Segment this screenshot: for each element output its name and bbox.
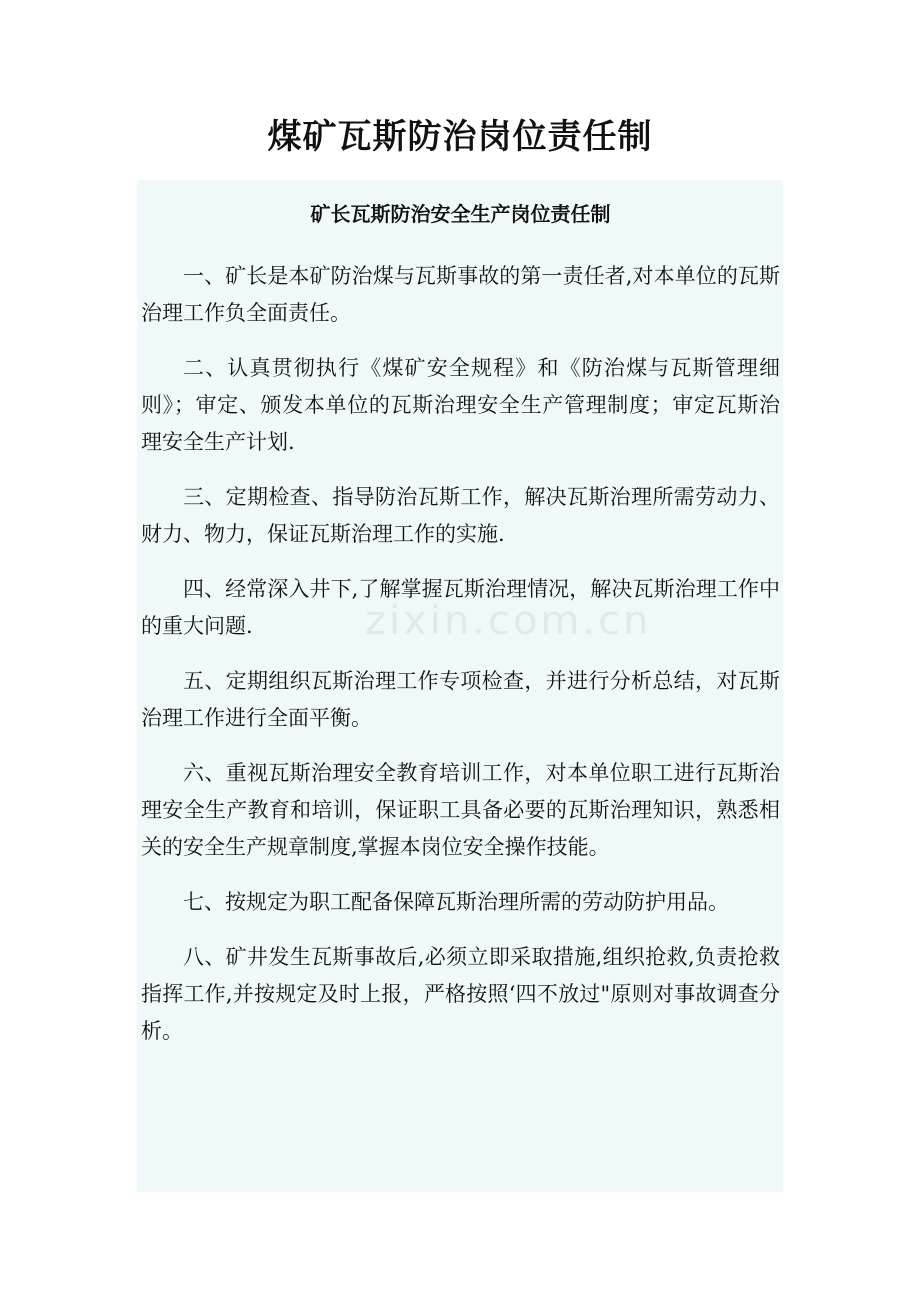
- paragraph-8: 八、矿井发生瓦斯事故后,必须立即采取措施,组织抢救,负责抢救指挥工作,并按规定及时上报，严格按照‘四不放过"原则对事故调查分析。: [141, 945, 780, 1043]
- paragraph-2: 二、认真贯彻执行《煤矿安全规程》和《防治煤与瓦斯管理细则》；审定、颁发本单位的瓦斯治理安全生产管理制度；审定瓦斯治理安全生产计划.: [141, 356, 780, 454]
- content-panel: [137, 180, 783, 1192]
- paragraph-list: [141, 258, 780, 1050]
- section-title: 矿长瓦斯防治安全生产岗位责任制: [310, 202, 611, 226]
- paragraph-7: 七、按规定为职工配备保障瓦斯治理所需的劳动防护用品。: [183, 890, 729, 914]
- paragraph-6: 六、重视瓦斯治理安全教育培训工作，对本单位职工进行瓦斯治理安全生产教育和培训，保证职工具备必要的瓦斯治理知识，熟悉相关的安全生产规章制度,掌握本岗位安全操作技能。: [141, 761, 780, 859]
- paragraph-3: 三、定期检查、指导防治瓦斯工作，解决瓦斯治理所需劳动力、财力、物力，保证瓦斯治理工作的实施.: [141, 485, 780, 546]
- paragraph-5: 五、定期组织瓦斯治理工作专项检查，并进行分析总结，对瓦斯治理工作进行全面平衡。: [141, 669, 780, 730]
- paragraph-4: 四、经常深入井下,了解掌握瓦斯治理情况，解决瓦斯治理工作中的重大问题.: [141, 577, 780, 638]
- document-title: 煤矿瓦斯防治岗位责任制: [267, 117, 653, 157]
- paragraph-1: 一、矿长是本矿防治煤与瓦斯事故的第一责任者,对本单位的瓦斯治理工作负全面责任。: [141, 264, 780, 325]
